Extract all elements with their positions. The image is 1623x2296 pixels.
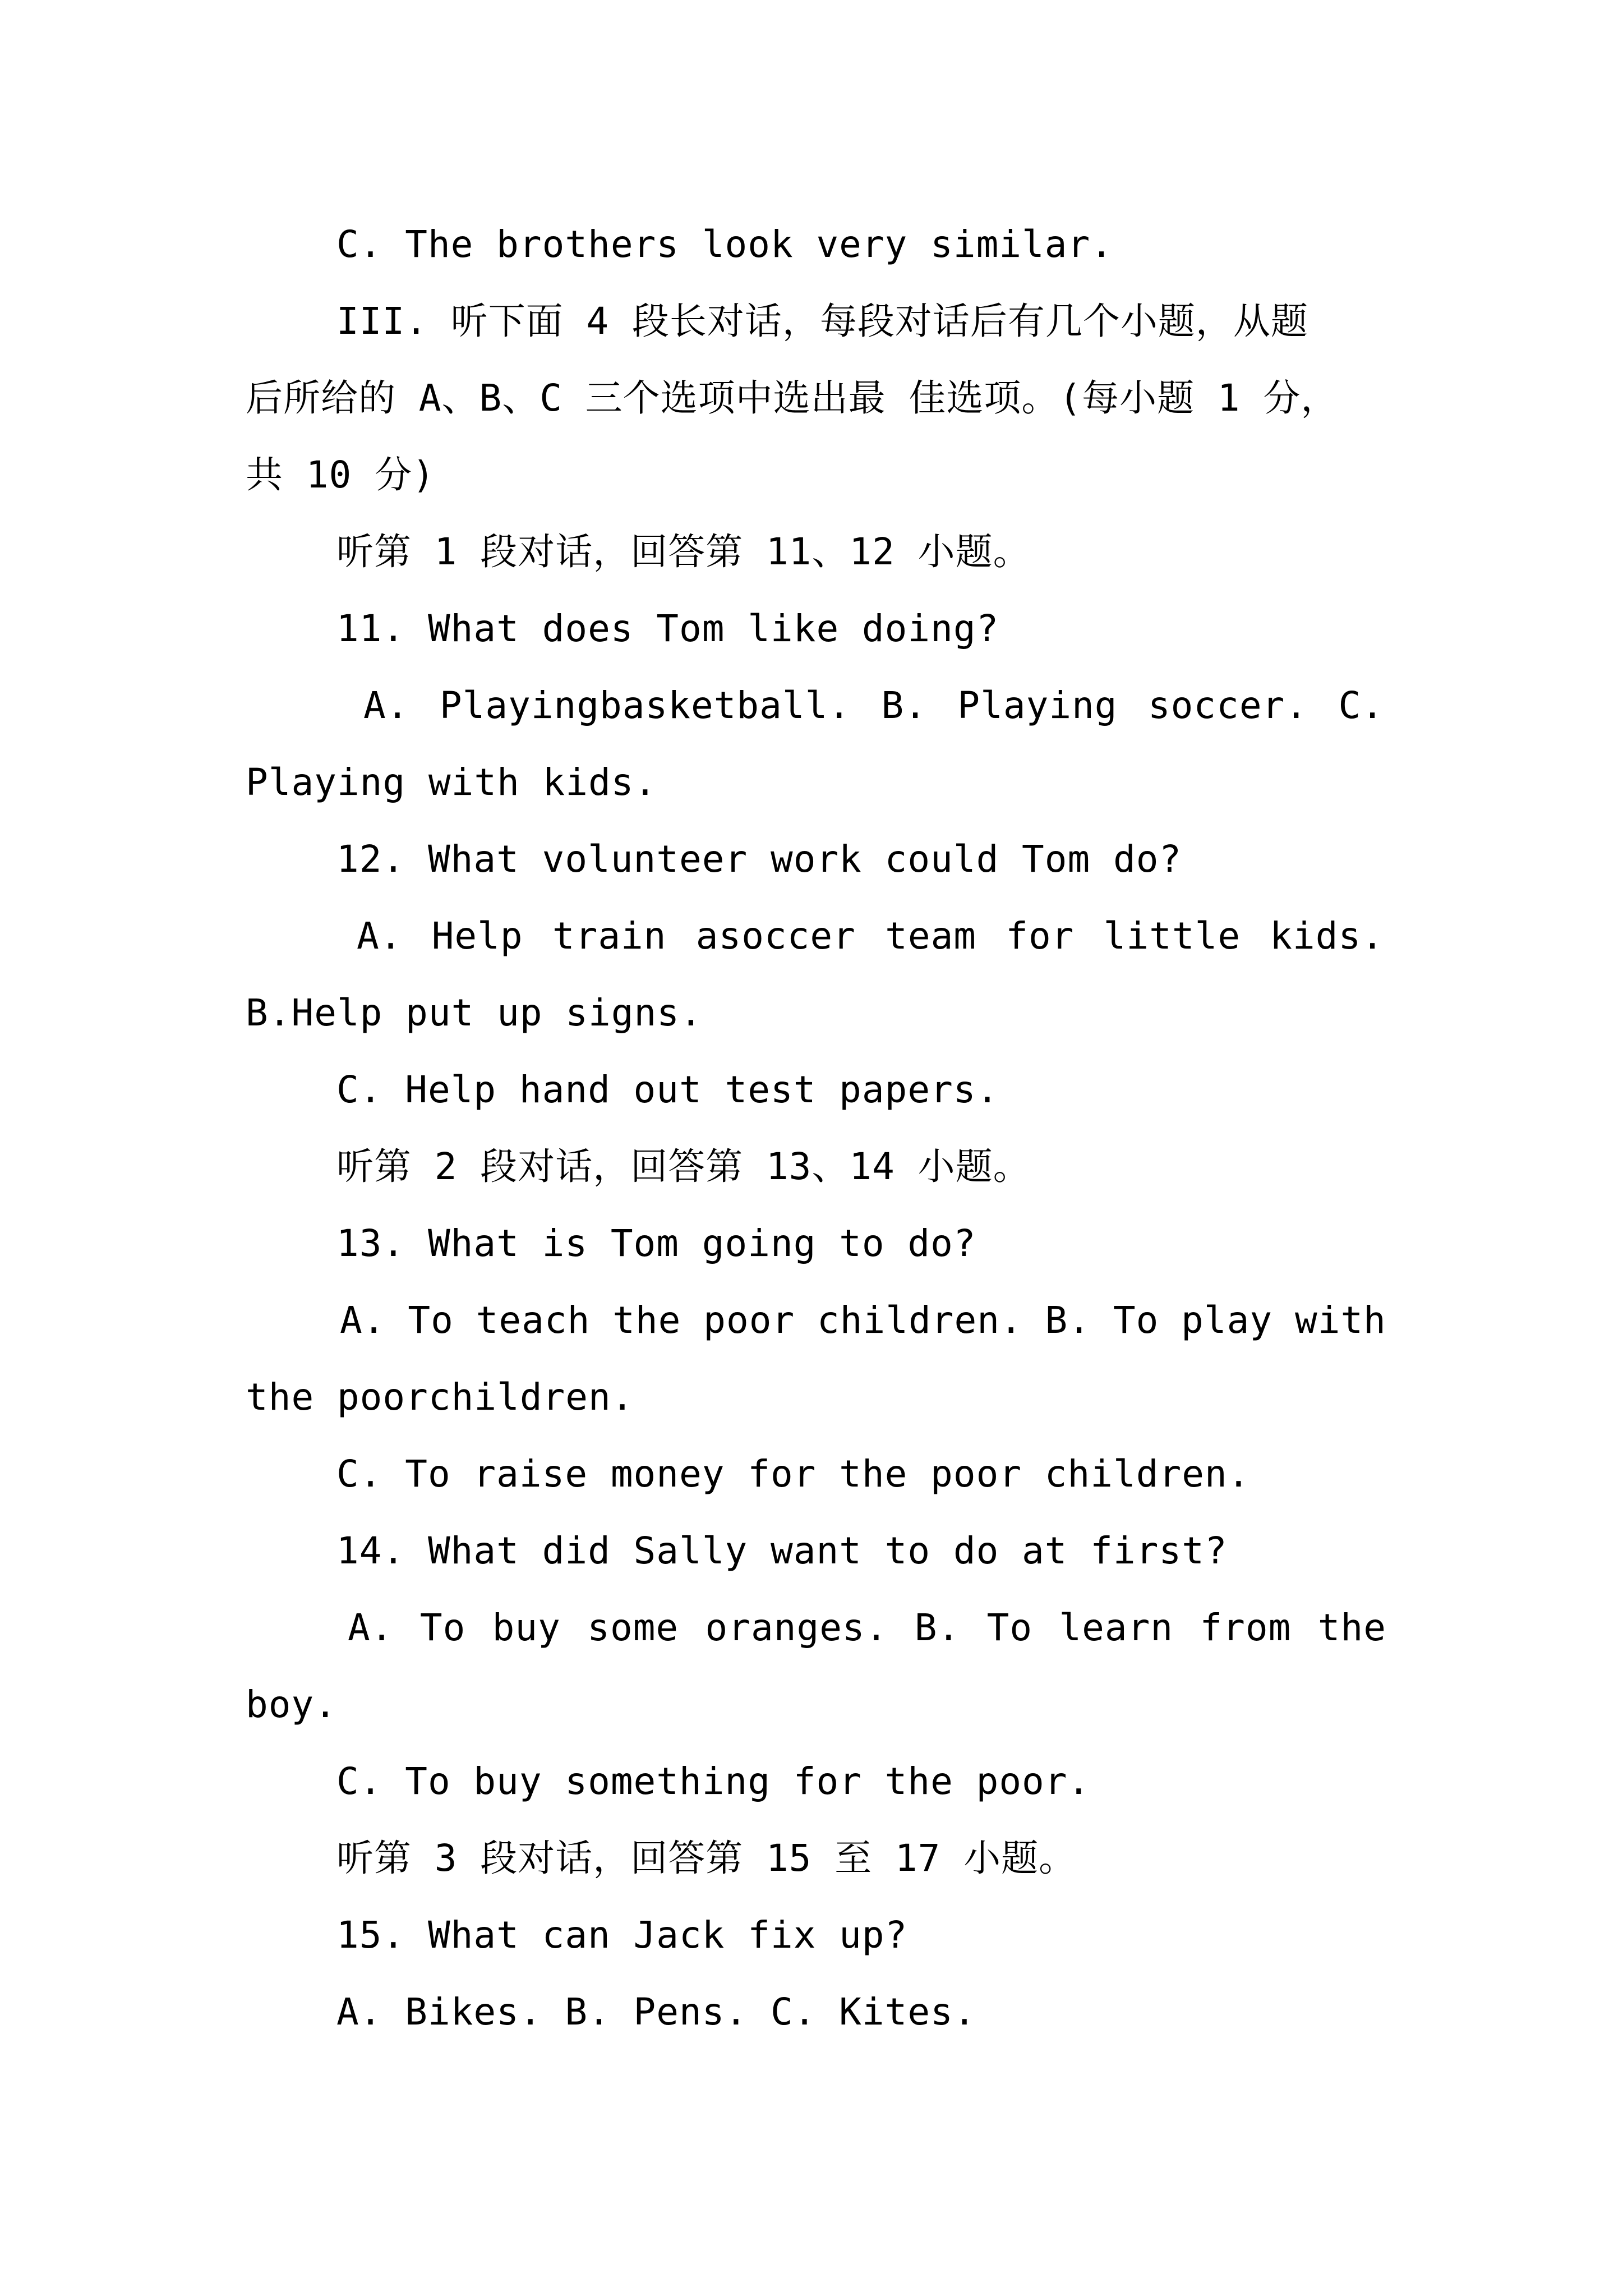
- option-word: learn: [1059, 1606, 1174, 1649]
- option-word: teach: [476, 1299, 591, 1342]
- dialogue-instruction: 听第 1 段对话，回答第 11、12 小题。: [336, 530, 1031, 573]
- option-word: children.: [817, 1299, 1023, 1342]
- option-word: little: [1103, 914, 1241, 958]
- question-11: 11. What does Tom like doing?: [336, 607, 999, 650]
- option-line: C. To buy something for the poor.: [336, 1760, 1091, 1803]
- question-13-options: [340, 1294, 1386, 1347]
- question-15: 15. What can Jack fix up?: [336, 1913, 908, 1957]
- option-word: train: [552, 914, 667, 958]
- option-line: C. To raise money for the poor children.: [336, 1452, 1251, 1496]
- option-word: To: [986, 1606, 1033, 1649]
- option-word: asoccer: [695, 914, 856, 958]
- option-line-continued: boy.: [246, 1683, 337, 1726]
- option-line: C. The brothers look very similar.: [336, 223, 1114, 266]
- option-word: A.: [340, 1299, 386, 1342]
- option-word: To: [1113, 1299, 1159, 1342]
- option-word: Help: [431, 914, 523, 958]
- option-word: A.: [348, 1606, 394, 1649]
- option-word: To: [419, 1606, 466, 1649]
- option-line: C. Help hand out test papers.: [336, 1068, 999, 1111]
- question-11-options: [363, 679, 1384, 733]
- option-word: A.: [357, 914, 403, 958]
- option-word: B.: [1045, 1299, 1091, 1342]
- dialogue-instruction: 听第 3 段对话，回答第 15 至 17 小题。: [336, 1837, 1077, 1880]
- question-12-options: [357, 909, 1384, 963]
- option-word: the: [1317, 1606, 1386, 1649]
- question-13: 13. What is Tom going to do?: [336, 1222, 976, 1265]
- option-word: from: [1200, 1606, 1292, 1649]
- section-heading-continued: 共 10 分): [246, 453, 435, 496]
- option-word: A.: [363, 684, 409, 727]
- option-word: To: [408, 1299, 454, 1342]
- option-line-continued: B.Help put up signs.: [246, 991, 703, 1034]
- option-word: play: [1181, 1299, 1273, 1342]
- option-word: soccer.: [1147, 684, 1308, 727]
- option-word: B.: [881, 684, 927, 727]
- option-word: the: [612, 1299, 681, 1342]
- option-line: A. Bikes. B. Pens. C. Kites.: [336, 1990, 976, 2033]
- option-line-continued: the poorchildren.: [246, 1375, 634, 1419]
- option-word: team: [885, 914, 977, 958]
- question-14: 14. What did Sally want to do at first?: [336, 1529, 1228, 1572]
- option-line-continued: Playing with kids.: [246, 761, 657, 804]
- question-14-options: [348, 1601, 1386, 1655]
- option-word: some: [587, 1606, 679, 1649]
- section-heading: III. 听下面 4 段长对话，每段对话后有几个小题，从题: [336, 300, 1308, 343]
- option-word: poor: [703, 1299, 795, 1342]
- section-heading-continued: 后所给的 A、B、C 三个选项中选出最 佳选项。(每小题 1 分，: [246, 376, 1339, 420]
- option-word: C.: [1338, 684, 1384, 727]
- option-word: buy: [492, 1606, 561, 1649]
- question-12: 12. What volunteer work could Tom do?: [336, 838, 1182, 881]
- option-word: Playingbasketball.: [439, 684, 851, 727]
- option-word: oranges.: [705, 1606, 888, 1649]
- dialogue-instruction: 听第 2 段对话，回答第 13、14 小题。: [336, 1145, 1031, 1188]
- option-word: with: [1294, 1299, 1386, 1342]
- option-word: kids.: [1270, 914, 1384, 958]
- option-word: for: [1006, 914, 1075, 958]
- option-word: B.: [914, 1606, 961, 1649]
- option-word: Playing: [957, 684, 1118, 727]
